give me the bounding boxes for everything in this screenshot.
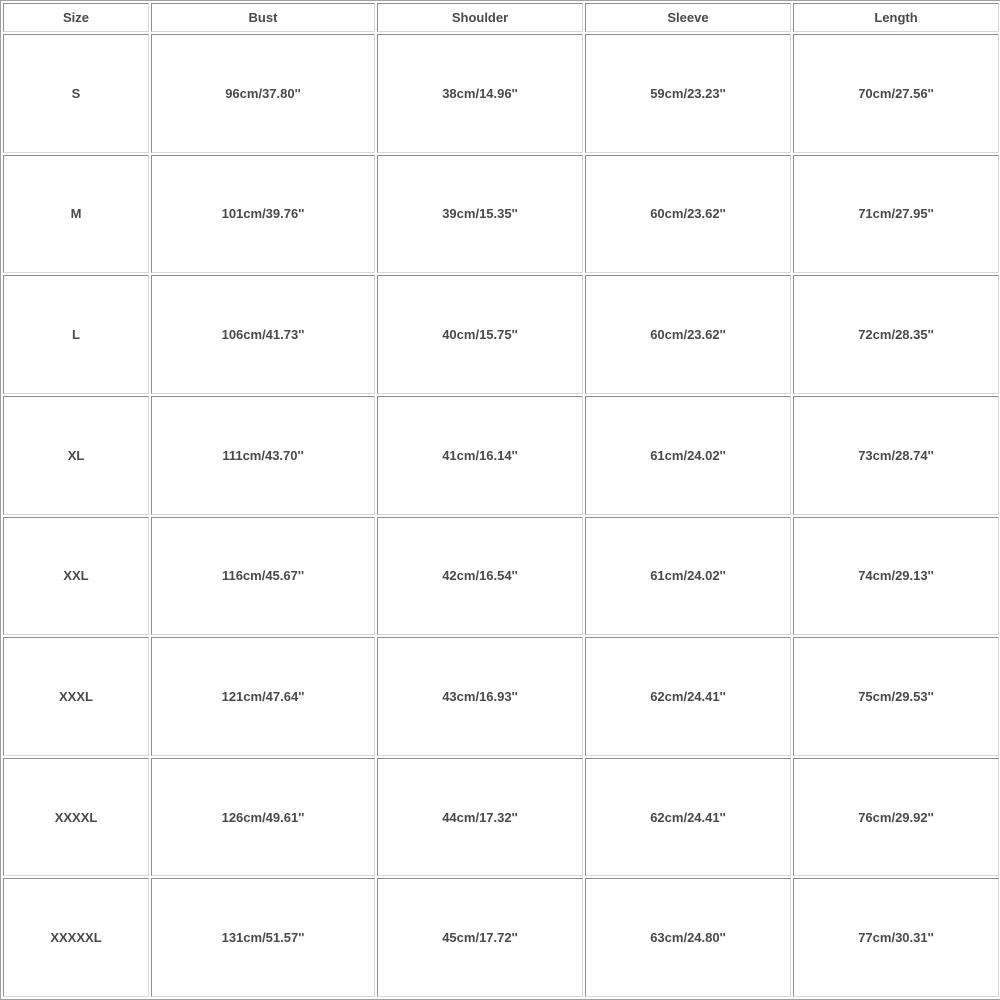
- cell-bust: 131cm/51.57'': [151, 878, 375, 997]
- table-body: [3, 34, 999, 997]
- cell-shoulder: 38cm/14.96'': [377, 34, 583, 153]
- cell-sleeve: 63cm/24.80'': [585, 878, 791, 997]
- table-row: [3, 275, 999, 394]
- table-row: [3, 396, 999, 515]
- header-row: [3, 3, 999, 32]
- cell-size: XXXXXL: [3, 878, 149, 997]
- cell-shoulder: 40cm/15.75'': [377, 275, 583, 394]
- cell-length: 77cm/30.31'': [793, 878, 999, 997]
- header-sleeve: Sleeve: [585, 3, 791, 32]
- cell-size: S: [3, 34, 149, 153]
- header-size: Size: [3, 3, 149, 32]
- cell-shoulder: 42cm/16.54'': [377, 517, 583, 636]
- cell-length: 75cm/29.53'': [793, 637, 999, 756]
- cell-sleeve: 62cm/24.41'': [585, 637, 791, 756]
- cell-bust: 101cm/39.76'': [151, 155, 375, 274]
- cell-size: M: [3, 155, 149, 274]
- cell-shoulder: 43cm/16.93'': [377, 637, 583, 756]
- cell-bust: 96cm/37.80'': [151, 34, 375, 153]
- cell-length: 76cm/29.92'': [793, 758, 999, 877]
- cell-size: XXXXL: [3, 758, 149, 877]
- header-length: Length: [793, 3, 999, 32]
- cell-bust: 106cm/41.73'': [151, 275, 375, 394]
- cell-bust: 111cm/43.70'': [151, 396, 375, 515]
- cell-bust: 116cm/45.67'': [151, 517, 375, 636]
- table-row: [3, 155, 999, 274]
- cell-length: 70cm/27.56'': [793, 34, 999, 153]
- cell-size: XXXL: [3, 637, 149, 756]
- cell-length: 71cm/27.95'': [793, 155, 999, 274]
- table-row: [3, 878, 999, 997]
- cell-shoulder: 41cm/16.14'': [377, 396, 583, 515]
- cell-length: 74cm/29.13'': [793, 517, 999, 636]
- cell-bust: 126cm/49.61'': [151, 758, 375, 877]
- header-bust: Bust: [151, 3, 375, 32]
- cell-size: L: [3, 275, 149, 394]
- table-row: [3, 34, 999, 153]
- cell-sleeve: 60cm/23.62'': [585, 155, 791, 274]
- cell-sleeve: 61cm/24.02'': [585, 396, 791, 515]
- header-shoulder: Shoulder: [377, 3, 583, 32]
- cell-sleeve: 60cm/23.62'': [585, 275, 791, 394]
- cell-sleeve: 62cm/24.41'': [585, 758, 791, 877]
- cell-shoulder: 39cm/15.35'': [377, 155, 583, 274]
- cell-length: 72cm/28.35'': [793, 275, 999, 394]
- table-row: [3, 637, 999, 756]
- cell-sleeve: 61cm/24.02'': [585, 517, 791, 636]
- cell-bust: 121cm/47.64'': [151, 637, 375, 756]
- cell-length: 73cm/28.74'': [793, 396, 999, 515]
- cell-shoulder: 44cm/17.32'': [377, 758, 583, 877]
- table-header: [3, 3, 999, 32]
- table-row: [3, 517, 999, 636]
- cell-shoulder: 45cm/17.72'': [377, 878, 583, 997]
- cell-size: XXL: [3, 517, 149, 636]
- table-row: [3, 758, 999, 877]
- cell-sleeve: 59cm/23.23'': [585, 34, 791, 153]
- cell-size: XL: [3, 396, 149, 515]
